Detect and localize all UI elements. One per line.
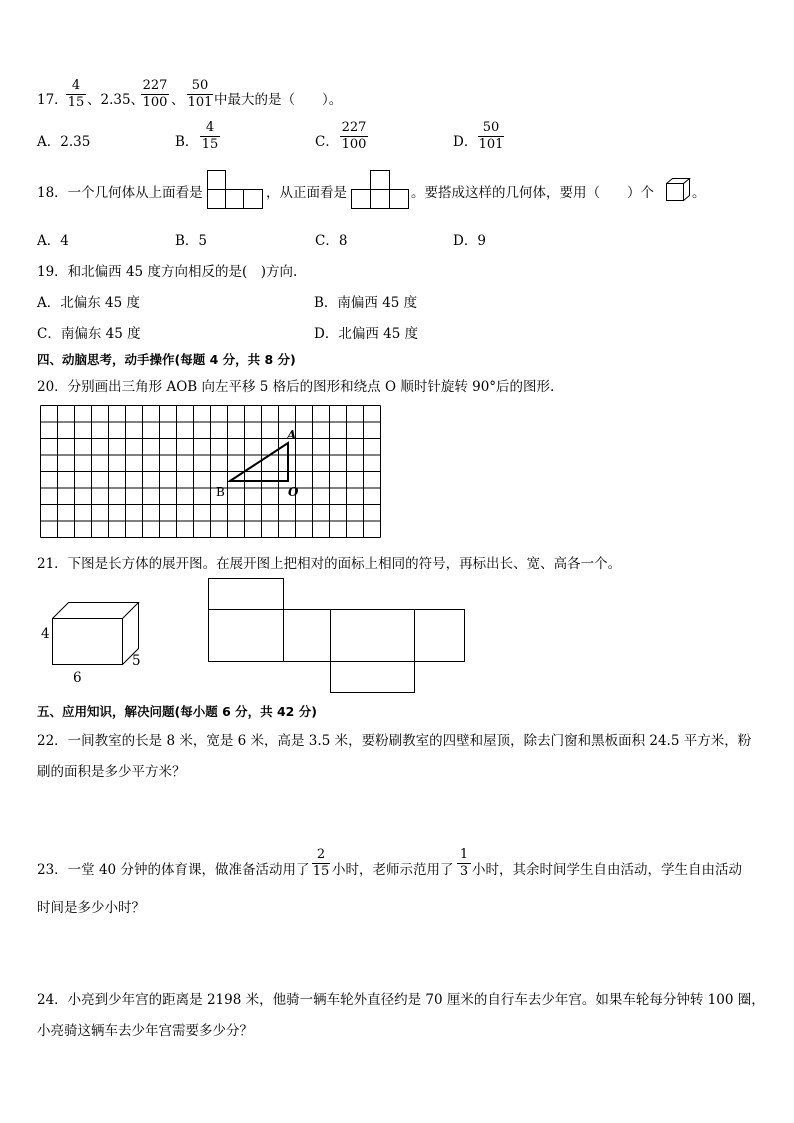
q17-number: 17． [37, 92, 68, 108]
point-b-label: B [216, 485, 225, 499]
q17-option-b-label: B． [175, 134, 199, 150]
q17-separator-2: 、 [171, 92, 185, 108]
q17-fraction-1: 4 15 [67, 78, 85, 110]
q19-text: 19．和北偏西 45 度方向相反的是( )方向. [37, 264, 298, 280]
q17-option-c-label: C． [315, 134, 339, 150]
q24-line-2: 小亮骑这辆车去少年宫需要多少分？ [37, 1023, 253, 1039]
q19-option-a: A．北偏东 45 度 [37, 295, 141, 311]
square-grid [40, 405, 382, 539]
q18-option-c: C．8 [315, 233, 348, 249]
cube-icon [666, 178, 692, 202]
q17-fraction-3: 50 101 [187, 78, 213, 110]
point-o-label: O [288, 485, 299, 499]
cuboid-net [208, 578, 468, 696]
q18-option-a: A．4 [37, 233, 69, 249]
cuboid-width-label: 5 [132, 653, 141, 669]
q20-text: 20．分别画出三角形 AOB 向左平移 5 格后的图形和绕点 O 顺时针旋转 90°后的图形. [37, 379, 555, 395]
q19-option-b: B．南偏西 45 度 [314, 295, 418, 311]
q22-line-2: 刷的面积是多少平方米？ [37, 764, 186, 780]
q18-text-2: ，从正面看是 [266, 185, 347, 201]
cuboid-length-label: 6 [73, 670, 82, 686]
q19-option-c: C．南偏东 45 度 [37, 326, 141, 342]
q23-fraction-2: 1 3 [457, 848, 471, 879]
q23-part-2: 小时，老师示范用了 [332, 862, 454, 878]
cuboid-height-label: 4 [41, 626, 50, 642]
section-5-heading: 五、应用知识，解决问题(每小题 6 分，共 42 分) [37, 704, 317, 719]
q17-option-d-fraction: 50 101 [478, 120, 504, 152]
q18-text-3: 。要搭成这样的几何体，要用（ ）个 [411, 185, 654, 201]
q19-option-d: D．北偏西 45 度 [314, 326, 419, 342]
q17-fraction-2: 227 100 [142, 78, 168, 110]
front-view-figure [351, 170, 411, 210]
q17-tail: 中最大的是（ ）。 [214, 92, 343, 108]
q17-option-a: A．2.35 [37, 134, 91, 150]
q21-text: 21．下图是长方体的展开图。在展开图上把相对的面标上相同的符号，再标出长、宽、高各一个。 [37, 556, 622, 572]
q23-fraction-1: 2 15 [312, 847, 330, 879]
q23-part-1: 23．一堂 40 分钟的体育课，做准备活动用了 [37, 862, 310, 878]
q18-option-d: D．9 [453, 233, 486, 249]
q18-text-1: 18．一个几何体从上面看是 [37, 185, 203, 201]
point-a-label: A [287, 428, 297, 442]
section-4-heading: 四、动脑思考，动手操作(每题 4 分，共 8 分) [37, 352, 296, 367]
top-view-figure [207, 170, 265, 210]
q17-option-c-fraction: 227 100 [341, 120, 367, 152]
q23-part-3: 小时，其余时间学生自由活动，学生自由活动 [472, 862, 742, 878]
q22-line-1: 22．一间教室的长是 8 米，宽是 6 米，高是 3.5 米，要粉刷教室的四壁和屋顶，除去门窗和黑板面积 24.5 平方米，粉 [37, 733, 752, 749]
q24-line-1: 24．小亮到少年宫的距离是 2198 米，他骑一辆车轮外直径约是 70 厘米的自行车去少年宫。如果车轮每分钟转 100 圈， [37, 992, 765, 1008]
q18-text-4: 。 [692, 185, 706, 201]
q23-line-2: 时间是多少小时？ [37, 900, 145, 916]
q17-option-d-label: D． [453, 134, 478, 150]
q17-separator-1: 、2.35、 [87, 92, 145, 108]
q17-option-b-fraction: 4 15 [201, 120, 219, 152]
cuboid-figure [52, 602, 142, 666]
q18-option-b: B．5 [175, 233, 208, 249]
